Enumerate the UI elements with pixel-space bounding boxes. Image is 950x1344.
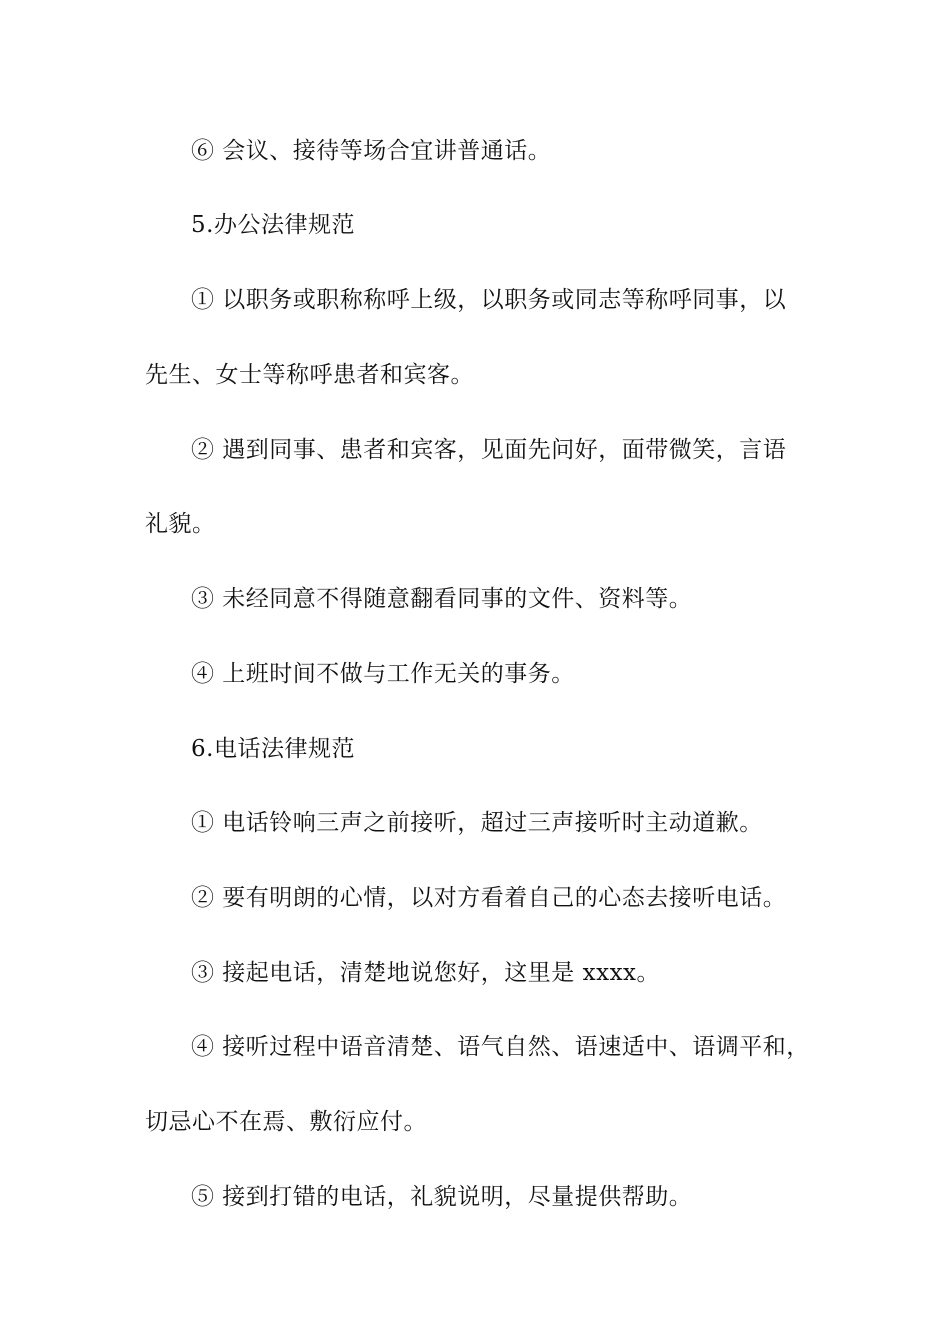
- paragraph-line: ① 电话铃响三声之前接听，超过三声接听时主动道歉。: [191, 810, 763, 836]
- paragraph-line: 礼貌。: [145, 511, 216, 537]
- paragraph-line: ③ 未经同意不得随意翻看同事的文件、资料等。: [191, 586, 693, 612]
- paragraph-line: ⑤ 接到打错的电话，礼貌说明，尽量提供帮助。: [191, 1184, 693, 1210]
- section-heading: 5.办公法律规范: [191, 212, 355, 238]
- paragraph-line: 切忌心不在焉、敷衍应付。: [145, 1109, 427, 1135]
- paragraph-line: ② 要有明朗的心情，以对方看着自己的心态去接听电话。: [191, 885, 787, 911]
- paragraph-line: ⑥ 会议、接待等场合宜讲普通话。: [191, 138, 552, 164]
- paragraph-line: ④ 接听过程中语音清楚、语气自然、语速适中、语调平和，: [191, 1034, 810, 1060]
- paragraph-line: ③ 接起电话，清楚地说您好，这里是 xxxx。: [191, 960, 661, 986]
- paragraph-line: ④ 上班时间不做与工作无关的事务。: [191, 661, 575, 687]
- paragraph-line: 先生、女士等称呼患者和宾客。: [145, 362, 474, 388]
- paragraph-line: ② 遇到同事、患者和宾客，见面先问好，面带微笑，言语: [191, 437, 787, 463]
- section-heading: 6.电话法律规范: [191, 736, 355, 762]
- paragraph-line: ① 以职务或职称称呼上级，以职务或同志等称呼同事，以: [191, 287, 787, 313]
